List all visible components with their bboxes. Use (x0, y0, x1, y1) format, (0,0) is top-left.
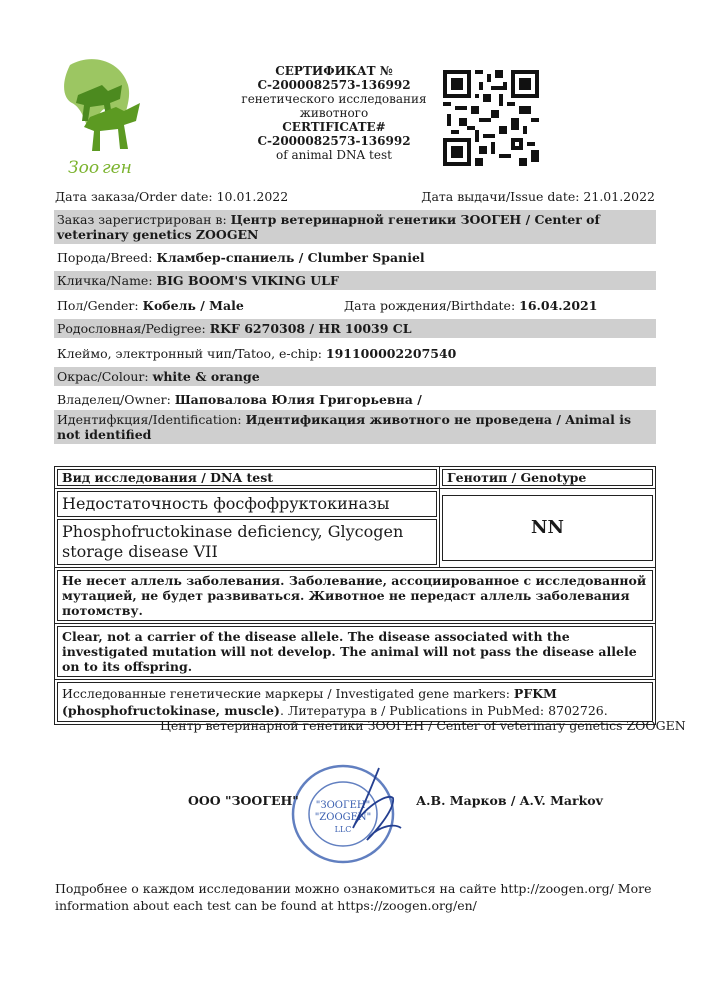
colour-row (54, 367, 656, 386)
breed-value: Кламбер-спаниель / Clumber Spaniel (156, 250, 425, 265)
more-info-text: Подробнее о каждом исследовании можно ознакомиться на сайте http://zoogen.org/ More information about each test can be found at https://zoogen.org/en/ (55, 881, 652, 913)
chip-row (54, 344, 656, 363)
genotype-value: NN (442, 495, 653, 561)
owner-row (54, 390, 656, 409)
chip-value: 191100002207540 (325, 346, 457, 361)
title-en: CERTIFICATE# (282, 120, 386, 134)
svg-text:"ЗООГЕН": "ЗООГЕН" (315, 800, 371, 811)
table-row (55, 489, 656, 568)
registered-value: Центр ветеринарной генетики ЗООГЕН / Center of veterinary genetics ZOOGEN (57, 212, 600, 242)
svg-text:"ZOOGEN": "ZOOGEN" (314, 812, 372, 823)
svg-text:ген: ген (102, 158, 132, 178)
pedigree-row (54, 319, 656, 338)
signer-name: А.В. Марков / A.V. Markov (416, 793, 603, 808)
test-name-ru: Недостаточность фосфофруктокиназы (57, 491, 437, 517)
col-genotype-header: Генотип / Genotype (447, 470, 587, 485)
pedigree-label: Родословная/Pedigree: (57, 321, 210, 336)
markers-value: PFKM (phosphofructokinase, muscle) (62, 686, 557, 718)
company-name: ООО "ЗООГЕН" (188, 793, 299, 808)
dna-test-table (54, 466, 656, 725)
pedigree-value: RKF 6270308 / HR 10039 CL (209, 321, 412, 336)
markers-label: Исследованные генетические маркеры / Investigated gene markers: (62, 686, 514, 701)
dates-row (55, 189, 655, 204)
table-header-row (55, 467, 656, 489)
gender-row (54, 296, 656, 315)
breed-row (54, 248, 656, 267)
registered-label: Заказ зарегистрирован в: (57, 212, 231, 227)
col-test-header: Вид исследования / DNA test (62, 470, 274, 485)
name-value: BIG BOOM'S VIKING ULF (156, 273, 339, 288)
test-name-en: Phosphofructokinase deficiency, Glycogen storage disease VII (57, 519, 437, 565)
identification-row (54, 410, 656, 444)
gender-value: Кобель / Male (142, 298, 244, 313)
company-stamp (283, 758, 409, 868)
qr-code-icon (443, 70, 539, 166)
svg-text:LLC: LLC (334, 825, 352, 834)
owner-label: Владелец/Owner: (57, 392, 175, 407)
certificate-title (200, 64, 468, 162)
qr-code[interactable] (443, 70, 539, 166)
ident-value: Идентификация животного не проведена / Animal is not identified (57, 412, 632, 442)
colour-label: Окрас/Colour: (57, 369, 153, 384)
lab-name: Центр ветеринарной генетики ЗООГЕН / Center of veterinary genetics ZOOGEN (160, 718, 686, 733)
birth-value: 16.04.2021 (519, 298, 598, 313)
breed-label: Порода/Breed: (57, 250, 157, 265)
title-ru: СЕРТИФИКАТ № (275, 64, 393, 78)
markers-publications: . Литература в / Publications in PubMed: 8702726. (279, 703, 608, 718)
name-label: Кличка/Name: (57, 273, 157, 288)
order-date: Дата заказа/Order date: 10.01.2022 (55, 189, 289, 204)
registered-row (54, 210, 656, 244)
chip-label: Клеймо, электронный чип/Tatoo, e-chip: (57, 346, 326, 361)
issue-date: Дата выдачи/Issue date: 21.01.2022 (421, 189, 655, 204)
subtitle-ru-2: животного (299, 106, 369, 120)
horse-logo-icon (50, 55, 150, 180)
stamp-icon (283, 758, 409, 868)
colour-value: white & orange (152, 369, 260, 384)
ident-label: Идентифкция/Identification: (57, 412, 246, 427)
zoogen-logo (50, 55, 150, 180)
birthdate-field (344, 298, 597, 313)
subtitle-ru-1: генетического исследования (241, 92, 427, 106)
markers-cell (57, 682, 653, 722)
cert-number-ru: C-2000082573-136992 (257, 78, 411, 92)
subtitle-en: of animal DNA test (276, 148, 392, 162)
result-en: Clear, not a carrier of the disease allele. The disease associated with the investigated mutation will not develop. The animal will not pass the disease allele on to its offspring. (57, 626, 653, 677)
result-ru: Не несет аллель заболевания. Заболевание, ассоциированное с исследованной мутацией, не будет развиваться. Животное не передаст аллель заболевания потомству. (57, 570, 653, 621)
gender-label: Пол/Gender: (57, 298, 143, 313)
owner-value: Шаповалова Юлия Григорьевна / (174, 392, 422, 407)
birth-label: Дата рождения/Birthdate: (344, 298, 520, 313)
name-row (54, 271, 656, 290)
cert-number-en: C-2000082573-136992 (257, 134, 411, 148)
svg-text:Зоо: Зоо (68, 158, 100, 178)
